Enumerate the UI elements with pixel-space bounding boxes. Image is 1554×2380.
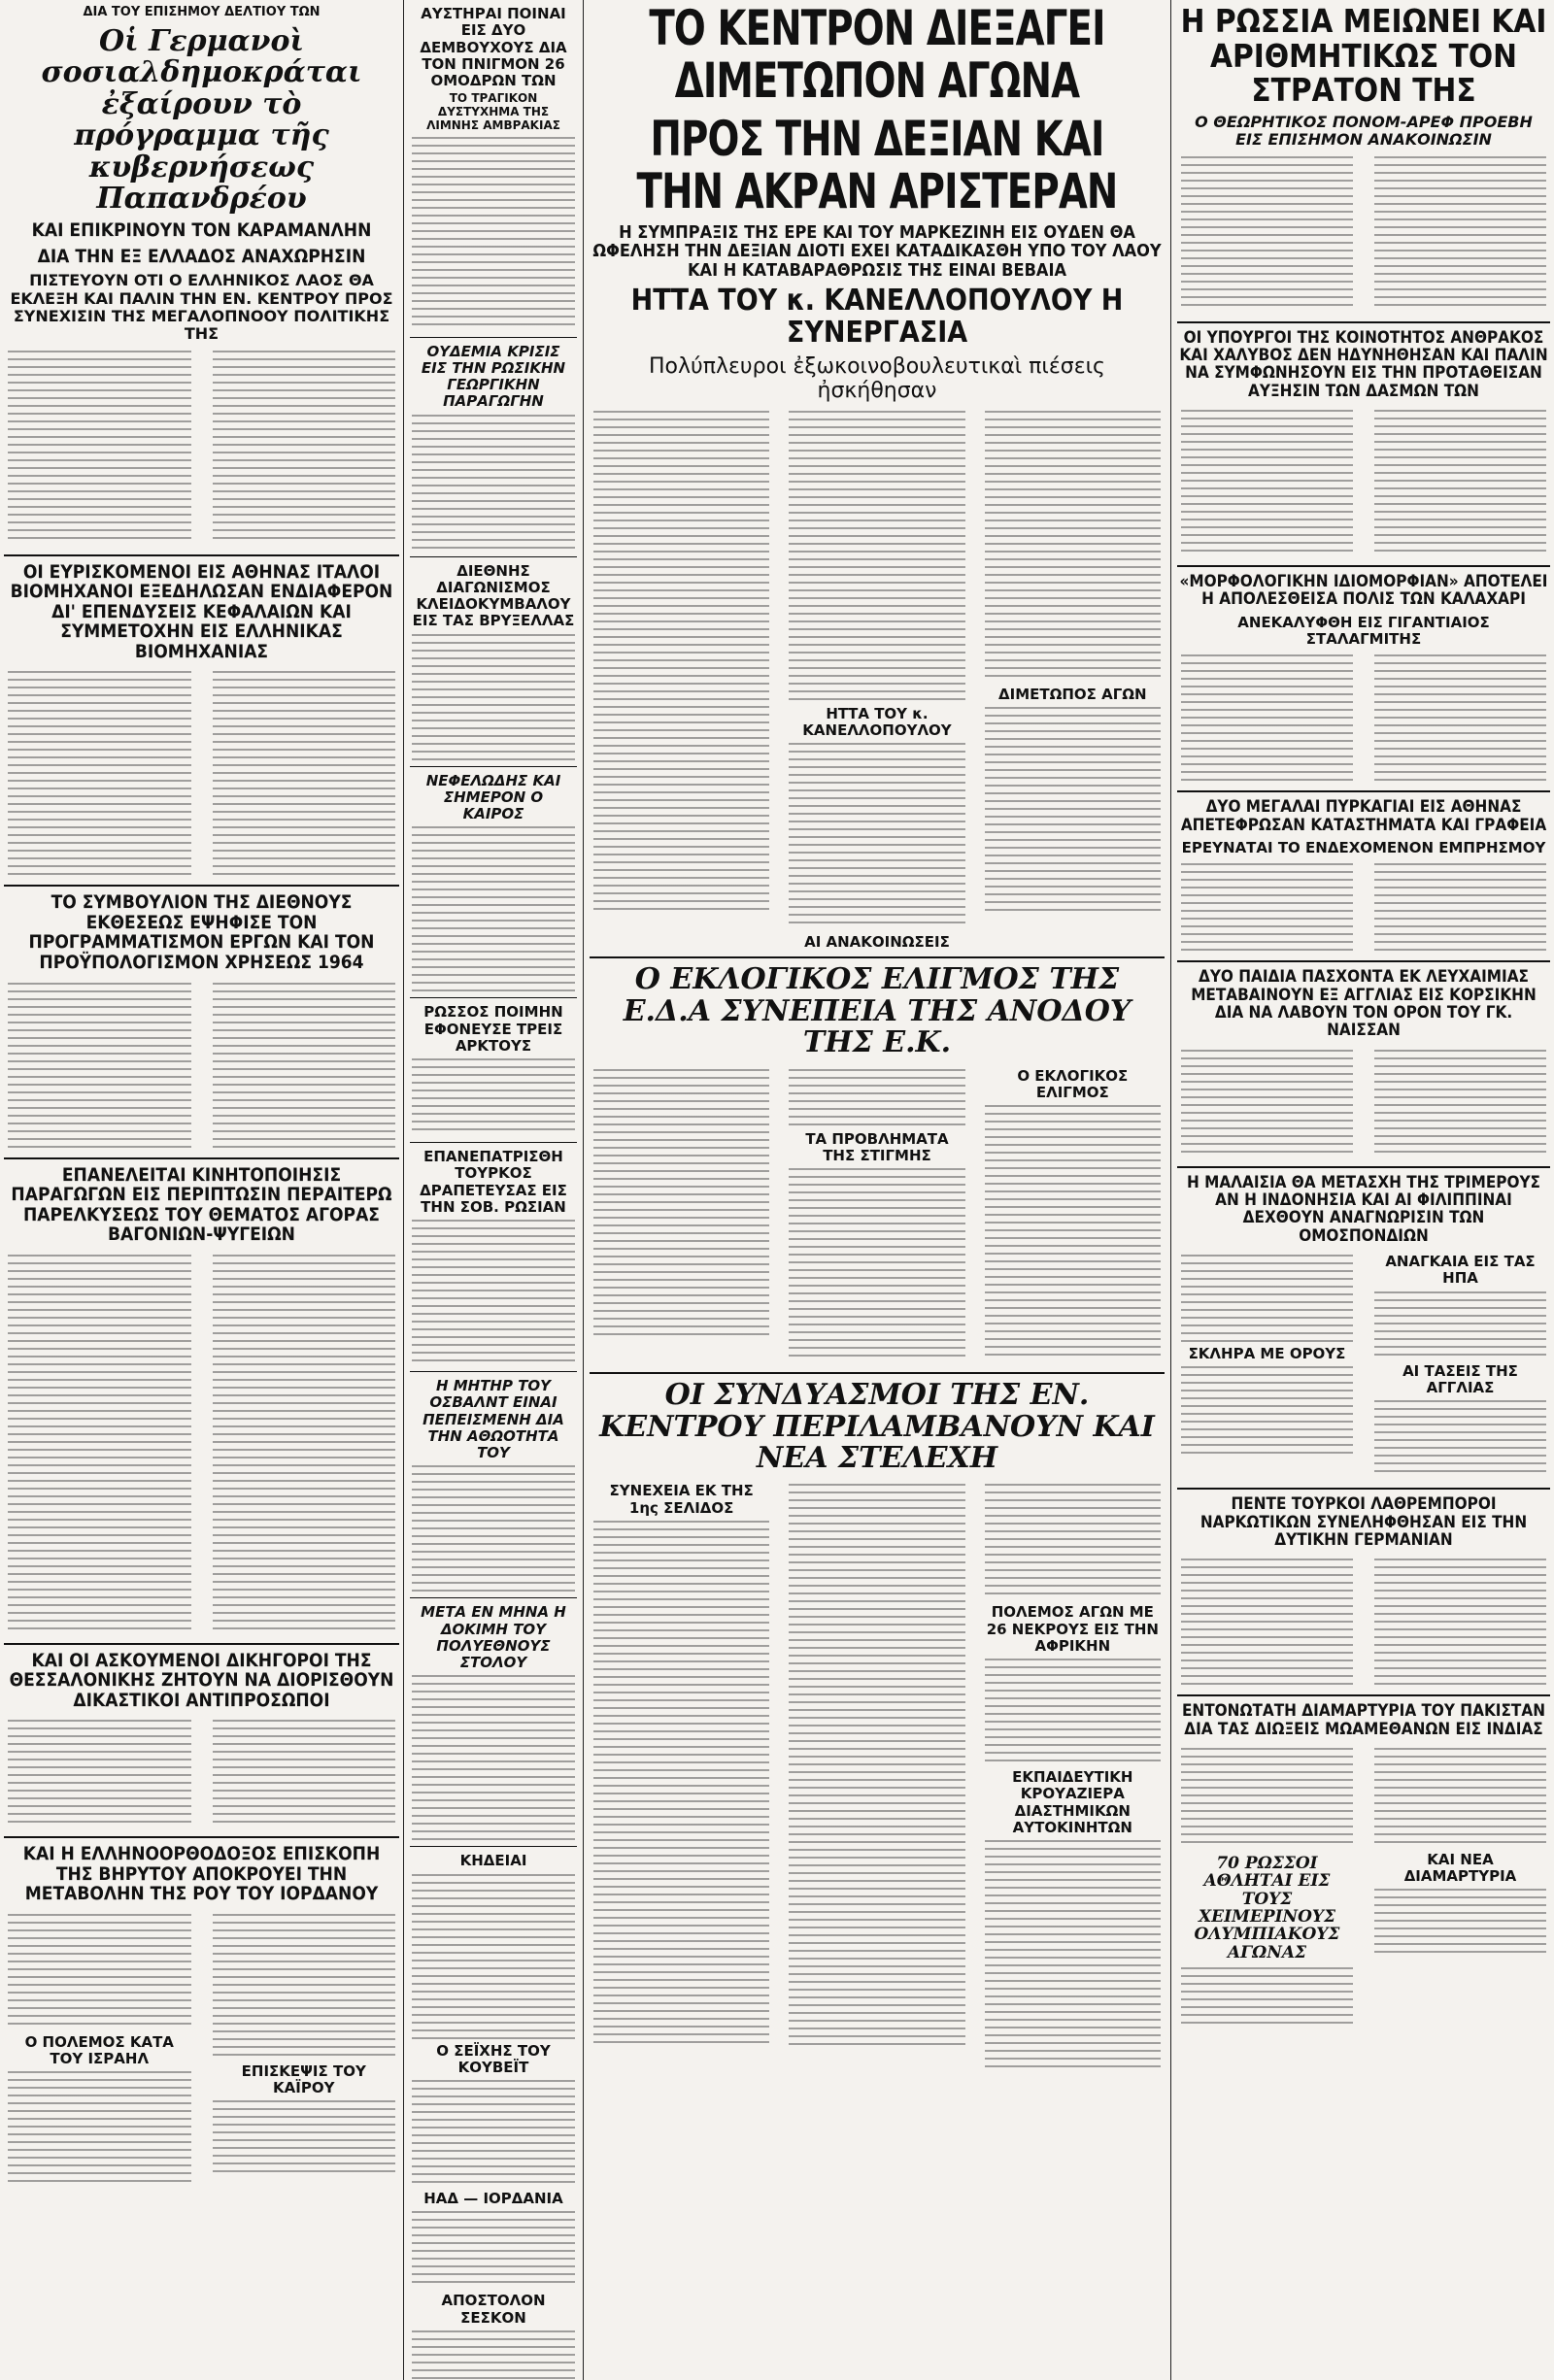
subhead: ΑΠΟΣΤΟΛΟΝ ΣΕΣΚΟΝ — [441, 2292, 546, 2327]
headline-soviet-agriculture: ΟΥΔΕΜΙΑ ΚΡΙΣΙΣ ΕΙΣ ΤΗΝ ΡΩΣΙΚΗΝ ΓΕΩΡΓΙΚΗΝ ΠΑΡΑΓΩΓΗΝ — [421, 342, 566, 411]
headline-turkish-defector: ΕΠΑΝΕΠΑΤΡΙΣΘΗ ΤΟΥΡΚΟΣ ΔΡΑΠΕΤΕΥΣΑΣ ΕΙΣ ΤΗΝ ΣΟΒ. ΡΩΣΙΑΝ — [420, 1148, 567, 1216]
subhead: ΕΡΕΥΝΑΤΑΙ ΤΟ ΕΝΔΕΧΟΜΕΝΟΝ ΕΜΠΡΗΣΜΟΥ — [1181, 839, 1546, 857]
article-body — [1374, 1400, 1546, 1478]
subhead: ΑΝΕΚΑΛΥΦΘΗ ΕΙΣ ΓΙΓΑΝΤΙΑΙΟΣ ΣΤΑΛΑΓΜΙΤΗΣ — [1237, 613, 1490, 649]
article-body — [8, 1255, 191, 1633]
article-body — [412, 1874, 575, 2039]
article-body — [985, 707, 1161, 911]
article-body — [1374, 1050, 1546, 1156]
article-body — [213, 2100, 396, 2178]
main-banner-2: ΠΡΟΣ ΤΗΝ ΔΕΞΙΑΝ ΚΑΙ ΤΗΝ ΑΚΡΑΝ ΑΡΙΣΤΕΡΑΝ — [636, 111, 1118, 219]
subhead: Ο ΠΟΛΕΜΟΣ ΚΑΤΑ ΤΟΥ ΙΣΡΑΗΛ — [24, 2032, 174, 2067]
article-body — [213, 1914, 396, 2060]
article-body — [1181, 156, 1353, 312]
article-body — [412, 1058, 575, 1136]
candidate-list — [985, 1840, 1161, 2073]
article-body — [1181, 1366, 1353, 1454]
article-body — [8, 671, 191, 875]
headline-producers-mobilization: ΕΠΑΝΕΛΕΙΤΑΙ ΚΙΝΗΤΟΠΟΙΗΣΙΣ ΠΑΡΑΓΩΓΩΝ ΕΙΣ ΠΕΡΙΠΤΩΣΙΝ ΠΕΡΑΙΤΕΡΩ ΠΑΡΕΛΚΥΣΕΩΣ ΤΟΥ ΘΕΜΑΤΟΣ ΑΓΟΡΑΣ ΒΑΓΟΝΙΩΝ-ΨΥΓΕΙΩΝ — [11, 1163, 392, 1246]
headline-weather: ΝΕΦΕΛΩΔΗΣ ΚΑΙ ΣΗΜΕΡΟΝ Ο ΚΑΙΡΟΣ — [425, 771, 561, 823]
main-deck: Η ΣΥΜΠΡΑΞΙΣ ΤΗΣ ΕΡΕ ΚΑΙ ΤΟΥ ΜΑΡΚΕΖΙΝΗ ΕΙΣ ΟΥΔΕΝ ΘΑ ΩΦΕΛΗΣΗ ΤΗΝ ΔΕΞΙΑΝ ΔΙΟΤΙ ΕΧΕΙ ΚΑΤΑΔΙΚΑΣΘΗ ΥΠΟ ΤΟΥ ΛΑΟΥ ΚΑΙ Η ΚΑΤΑΒΑΡΑΘΡΩΣΙΣ ΤΗΣ ΕΙΝΑΙ ΒΕΒΑΙΑ — [592, 222, 1162, 281]
main-deck-2: ΗΤΤΑ ΤΟΥ κ. ΚΑΝΕΛΛΟΠΟΥΛΟΥ Η ΣΥΝΕΡΓΑΣΙΑ — [630, 284, 1124, 350]
article-body — [412, 826, 575, 991]
article-body — [789, 1069, 964, 1127]
article-body — [213, 983, 396, 1148]
candidate-list — [789, 1484, 964, 2047]
column-narrow — [406, 0, 581, 2380]
headline-exhibition-council: ΤΟ ΣΥΜΒΟΥΛΙΟΝ ΤΗΣ ΔΙΕΘΝΟΥΣ ΕΚΘΕΣΕΩΣ ΕΨΗΦΙΣΕ ΤΟΝ ΠΡΟΓΡΑΜΜΑΤΙΣΜΟΝ ΕΡΓΩΝ ΚΑΙ ΤΟΝ ΠΡΟΫΠΟΛΟΓΙΣΜΟΝ ΧΡΗΣΕΩΣ 1964 — [28, 891, 375, 973]
subhead: Ο ΘΕΩΡΗΤΙΚΟΣ ΠΟΝΟΜ-ΑΡΕΦ ΠΡΟΕΒΗ ΕΙΣ ΕΠΙΣΗΜΟΝ ΑΝΑΚΟΙΝΩΣΙΝ — [1195, 112, 1533, 150]
subhead: ΗΤΤΑ ΤΟΥ κ. ΚΑΝΕΛΛΟΠΟΥΛΟΥ — [802, 704, 952, 739]
article-body — [412, 2080, 575, 2187]
subhead: ΗΑΔ — ΙΟΡΔΑΝΙΑ — [423, 2190, 563, 2208]
article-body — [412, 2330, 575, 2380]
subhead: ΤΑ ΠΡΟΒΛΗΜΑΤΑ ΤΗΣ ΣΤΙΓΜΗΣ — [805, 1129, 949, 1164]
subhead: ΚΑΙ ΕΠΙΚΡΙΝΟΥΝ ΤΟΝ ΚΑΡΑΜΑΝΛΗΝ — [31, 219, 372, 242]
headline-penalties: ΑΥΣΤΗΡΑΙ ΠΟΙΝΑΙ ΕΙΣ ΔΥΟ ΔΕΜΒΟΥΧΟΥΣ ΔΙΑ ΤΟΝ ΠΝΙΓΜΟΝ 26 ΟΜΟΔΡΩΝ ΤΩΝ — [420, 5, 567, 89]
article-body — [1181, 410, 1353, 555]
article-body — [412, 415, 575, 551]
article-body — [1374, 410, 1546, 555]
kicker: ΔΙΑ ΤΟΥ ΕΠΙΣΗΜΟΥ ΔΕΛΤΙΟΥ ΤΩΝ — [83, 5, 321, 19]
headline-leukemia-children: ΔΥΟ ΠΑΙΔΙΑ ΠΑΣΧΟΝΤΑ ΕΚ ΛΕΥΧΑΙΜΙΑΣ ΜΕΤΑΒΑΙΝΟΥΝ ΕΞ ΑΓΓΛΙΑΣ ΕΙΣ ΚΟΡΣΙΚΗΝ ΔΙΑ ΝΑ ΛΑΒΟΥΝ ΤΟΝ ΟΡΟΝ ΤΟΥ ΓΚ. ΝΑΙΣΣΑΝ — [1191, 967, 1537, 1041]
subhead: ΚΑΙ ΝΕΑ ΔΙΑΜΑΡΤΥΡΙΑ — [1403, 1850, 1517, 1886]
headline-center-lists: ΟΙ ΣΥΝΔΥΑΣΜΟΙ ΤΗΣ ΕΝ. ΚΕΝΤΡΟΥ ΠΕΡΙΛΑΜΒΑΝΟΥΝ ΚΑΙ ΝΕΑ ΣΤΕΛΕΧΗ — [599, 1378, 1155, 1475]
subhead: ΣΥΝΕΧΕΙΑ ΕΚ ΤΗΣ 1ης ΣΕΛΙΔΟΣ — [609, 1482, 754, 1517]
subhead: Ο ΕΚΛΟΓΙΚΟΣ ΕΛΙΓΜΟΣ — [1017, 1066, 1129, 1101]
article-body — [985, 411, 1161, 683]
column-right — [1173, 0, 1554, 2380]
subhead: ΑΙ ΑΝΑΚΟΙΝΩΣΕΙΣ — [804, 933, 950, 952]
headline-kalahari: «ΜΟΡΦΟΛΟΓΙΚΗΝ ΙΔΙΟΜΟΡΦΙΑΝ» ΑΠΟΤΕΛΕΙ Η ΑΠΟΛΕΣΘΕΙΣΑ ΠΟΛΙΣ ΤΩΝ ΚΑΛΑΧΑΡΙ — [1179, 572, 1548, 610]
main-banner-1: ΤΟ ΚΕΝΤΡΟΝ ΔΙΕΞΑΓΕΙ ΔΙΜΕΤΩΠΟΝ ΑΓΩΝΑ — [649, 0, 1105, 109]
subhead: ΠΙΣΤΕΥΟΥΝ ΟΤΙ Ο ΕΛΛΗΝΙΚΟΣ ΛΑΟΣ ΘΑ ΕΚΛΕΞΗ ΚΑΙ ΠΑΛΙΝ ΤΗΝ ΕΝ. ΚΕΝΤΡΟΥ ΠΡΟΣ ΣΥΝΕΧΙΣΙΝ ΤΗΣ ΜΕΓΑΛΟΠΝΟΟΥ ΠΟΛΙΤΙΚΗΣ ΤΗΣ — [10, 271, 393, 344]
article-body — [985, 1105, 1161, 1358]
article-body — [789, 743, 964, 927]
article-body — [8, 351, 191, 545]
column-rule — [403, 0, 404, 2380]
article-body — [789, 1168, 964, 1362]
article-body — [593, 1069, 769, 1341]
headline-turkish-smugglers: ΠΕΝΤΕ ΤΟΥΡΚΟΙ ΛΑΘΡΕΜΠΟΡΟΙ ΝΑΡΚΩΤΙΚΩΝ ΣΥΝΕΛΗΦΘΗΣΑΝ ΕΙΣ ΤΗΝ ΔΥΤΙΚΗΝ ΓΕΡΜΑΝΙΑΝ — [1199, 1494, 1528, 1550]
headline-pakistan-protest: ΕΝΤΟΝΩΤΑΤΗ ΔΙΑΜΑΡΤΥΡΙΑ ΤΟΥ ΠΑΚΙΣΤΑΝ ΔΙΑ ΤΑΣ ΔΙΩΞΕΙΣ ΜΩΑΜΕΘΑΝΩΝ ΕΙΣ ΙΝΔΙΑΣ — [1181, 1701, 1546, 1739]
article-body — [1374, 1559, 1546, 1685]
article-body — [1181, 1255, 1353, 1342]
article-body — [8, 1914, 191, 2030]
subhead: ΑΙ ΤΑΣΕΙΣ ΤΗΣ ΑΓΓΛΙΑΣ — [1402, 1361, 1518, 1396]
headline-funerals: ΚΗΔΕΙΑΙ — [459, 1852, 527, 1870]
headline-russian-athletes: 70 ΡΩΣΣΟΙ ΑΘΛΗΤΑΙ ΕΙΣ ΤΟΥΣ ΧΕΙΜΕΡΙΝΟΥΣ ΟΛΥΜΠΙΑΚΟΥΣ ΑΓΩΝΑΣ — [1194, 1853, 1340, 1962]
article-body — [985, 1659, 1161, 1765]
subhead: ΑΝΑΓΚΑΙΑ ΕΙΣ ΤΑΣ ΗΠΑ — [1385, 1253, 1536, 1288]
article-body — [1374, 156, 1546, 312]
headline-fires: ΔΥΟ ΜΕΓΑΛΑΙ ΠΥΡΚΑΓΙΑΙ ΕΙΣ ΑΘΗΝΑΣ ΑΠΕΤΕΦΡΩΣΑΝ ΚΑΤΑΣΤΗΜΑΤΑ ΚΑΙ ΓΡΑΦΕΙΑ — [1180, 797, 1547, 835]
subhead: ΔΙΑ ΤΗΝ ΕΞ ΕΛΛΑΔΟΣ ΑΝΑΧΩΡΗΣΙΝ — [37, 245, 366, 267]
headline-beirut-diocese: ΚΑΙ Η ΕΛΛΗΝΟΟΡΘΟΔΟΞΟΣ ΕΠΙΣΚΟΠΗ ΤΗΣ ΒΗΡΥΤΟΥ ΑΠΟΚΡΟΥΕΙ ΤΗΝ ΜΕΤΑΒΟΛΗΝ ΤΗΣ ΡΟΥ ΤΟΥ ΙΟΡΔΑΝΟΥ — [22, 1843, 381, 1905]
column-left — [0, 0, 403, 2380]
article-body — [1181, 654, 1353, 781]
article-body — [412, 2211, 575, 2289]
article-body — [412, 1675, 575, 1840]
article-body — [1181, 1559, 1353, 1685]
article-body — [8, 2071, 191, 2188]
headline-oswald-mother: Η ΜΗΤΗΡ ΤΟΥ ΟΣΒΑΛΝΤ ΕΙΝΑΙ ΠΕΠΕΙΣΜΕΝΗ ΔΙΑ ΤΗΝ ΑΘΩΟΤΗΤΑ ΤΟΥ — [422, 1377, 564, 1462]
article-body — [1374, 1291, 1546, 1359]
headline-cruise: ΕΚΠΑΙΔΕΥΤΙΚΗ ΚΡΟΥΑΖΙΕΡΑ ΔΙΑΣΤΗΜΙΚΩΝ ΑΥΤΟΚΙΝΗΤΩΝ — [1012, 1768, 1133, 1836]
column-main — [586, 0, 1168, 2380]
article-body — [1374, 654, 1546, 781]
article-body — [412, 1220, 575, 1365]
subhead: ΕΠΙΣΚΕΨΙΣ ΤΟΥ ΚΑΪΡΟΥ — [241, 2062, 366, 2096]
headline-harpsichord-contest: ΔΙΕΘΝΗΣ ΔΙΑΓΩΝΙΣΜΟΣ ΚΛΕΙΔΟΚΥΜΒΑΛΟΥ ΕΙΣ ΤΑΣ ΒΡΥΞΕΛΛΑΣ — [412, 561, 575, 630]
article-body — [1374, 1889, 1546, 1957]
headline-russia-army: Η ΡΩΣΣΙΑ ΜΕΙΩΝΕΙ ΚΑΙ ΑΡΙΘΜΗΤΙΚΩΣ ΤΟΝ ΣΤΡΑΤΟΝ ΤΗΣ — [1180, 2, 1547, 110]
headline-shepherd: ΡΩΣΣΟΣ ΠΟΙΜΗΝ ΕΦΟΝΕΥΣΕ ΤΡΕΙΣ ΑΡΚΤΟΥΣ — [423, 1003, 563, 1055]
headline-italian-industrialists: ΟΙ ΕΥΡΙΣΚΟΜΕΝΟΙ ΕΙΣ ΑΘΗΝΑΣ ΙΤΑΛΟΙ ΒΙΟΜΗΧΑΝΟΙ ΕΞΕΔΗΛΩΣΑΝ ΕΝΔΙΑΦΕΡΟΝ ΔΙ' ΕΠΕΝΔΥΣΕΙΣ ΚΕΦΑΛΑΙΩΝ ΚΑΙ ΣΥΜΜΕΤΟΧΗΝ ΕΙΣ ΕΛΛΗΝΙΚΑΣ ΒΙΟΜΗΧΑΝΙΑΣ — [10, 560, 393, 662]
article-body — [412, 1465, 575, 1592]
headline-malaysia: Η ΜΑΛΑΙΣΙΑ ΘΑ ΜΕΤΑΣΧΗ ΤΗΣ ΤΡΙΜΕΡΟΥΣ ΑΝ Η ΙΝΔΟΝΗΣΙΑ ΚΑΙ ΑΙ ΦΙΛΙΠΠΙΝΑΙ ΔΕΧΘΟΥΝ ΑΝΑΓΝΩΡΙΣΙΝ ΤΩΝ ΟΜΟΣΠΟΝΔΙΩΝ — [1186, 1172, 1541, 1246]
subhead: ΤΟ ΤΡΑΓΙΚΟΝ ΔΥΣΤΥΧΗΜΑ ΤΗΣ ΛΙΜΝΗΣ ΑΜΒΡΑΚΙΑΣ — [426, 91, 560, 132]
article-body — [213, 1720, 396, 1827]
article-body — [593, 411, 769, 916]
headline-lawyers: ΚΑΙ ΟΙ ΑΣΚΟΥΜΕΝΟΙ ΔΙΚΗΓΟΡΟΙ ΤΗΣ ΘΕΣΣΑΛΟΝΙΚΗΣ ΖΗΤΟΥΝ ΝΑ ΔΙΟΡΙΣΘΟΥΝ ΔΙΚΑΣΤΙΚΟΙ ΑΝΤΙΠΡΟΣΩΠΟΙ — [9, 1649, 394, 1711]
candidate-list — [985, 1484, 1161, 1600]
article-body — [1374, 1748, 1546, 1845]
article-body — [1181, 1967, 1353, 2026]
subhead: Ο ΣΕΪΧΗΣ ΤΟΥ ΚΟΥΒΕΪΤ — [436, 2041, 551, 2076]
article-body — [213, 1255, 396, 1633]
article-body — [213, 351, 396, 545]
article-body — [8, 983, 191, 1148]
column-rule — [1170, 0, 1171, 2380]
article-body — [213, 671, 396, 875]
subhead: ΣΚΛΗΡΑ ΜΕ ΟΡΟΥΣ — [1188, 1345, 1346, 1363]
headline-multinational-fleet: ΜΕΤΑ ΕΝ ΜΗΝΑ Η ΔΟΚΙΜΗ ΤΟΥ ΠΟΛΥΕΘΝΟΥΣ ΣΤΟΛΟΥ — [421, 1603, 566, 1672]
headline-eda-maneuver: Ο ΕΚΛΟΓΙΚΟΣ ΕΛΙΓΜΟΣ ΤΗΣ Ε.Δ.Α ΣΥΝΕΠΕΙΑ ΤΗΣ ΑΝΟΔΟΥ ΤΗΣ Ε.Κ. — [623, 962, 1132, 1060]
article-body — [412, 634, 575, 760]
main-deck-3: Πολύπλευροι ἐξωκοινοβουλευτικαὶ πιέσεις ἠσκήθησαν — [649, 354, 1105, 404]
headline-coal-steel: ΟΙ ΥΠΟΥΡΓΟΙ ΤΗΣ ΚΟΙΝΟΤΗΤΟΣ ΑΝΘΡΑΚΟΣ ΚΑΙ ΧΑΛΥΒΟΣ ΔΕΝ ΗΔΥΝΗΘΗΣΑΝ ΚΑΙ ΠΑΛΙΝ ΝΑ ΣΥΜΦΩΝΗΣΟΥΝ ΕΙΣ ΤΗΝ ΠΡΟΤΑΘΕΙΣΑΝ ΑΥΞΗΣΙΝ ΤΩΝ ΔΑΣΜΩΝ ΤΩΝ — [1179, 327, 1548, 401]
headline-german-socialists: Οἱ Γερμανοὶ σοσιαλδημοκράται ἐξαίρουν τὸ πρόγραμμα τῆς κυβερνήσεως Παπανδρέου — [41, 23, 362, 216]
headline-war: ΠΟΛΕΜΟΣ ΑΓΩΝ ΜΕ 26 ΝΕΚΡΟΥΣ ΕΙΣ ΤΗΝ ΑΦΡΙΚΗΝ — [986, 1603, 1159, 1655]
article-body — [1181, 1748, 1353, 1845]
article-body — [8, 1720, 191, 1827]
article-body — [789, 411, 964, 702]
article-body — [412, 137, 575, 331]
article-body — [1181, 863, 1353, 951]
article-body — [1181, 1050, 1353, 1156]
candidate-list — [593, 1521, 769, 2045]
subhead: ΔΙΜΕΤΩΠΟΣ ΑΓΩΝ — [998, 685, 1147, 703]
column-rule — [583, 0, 584, 2380]
article-body — [1374, 863, 1546, 951]
